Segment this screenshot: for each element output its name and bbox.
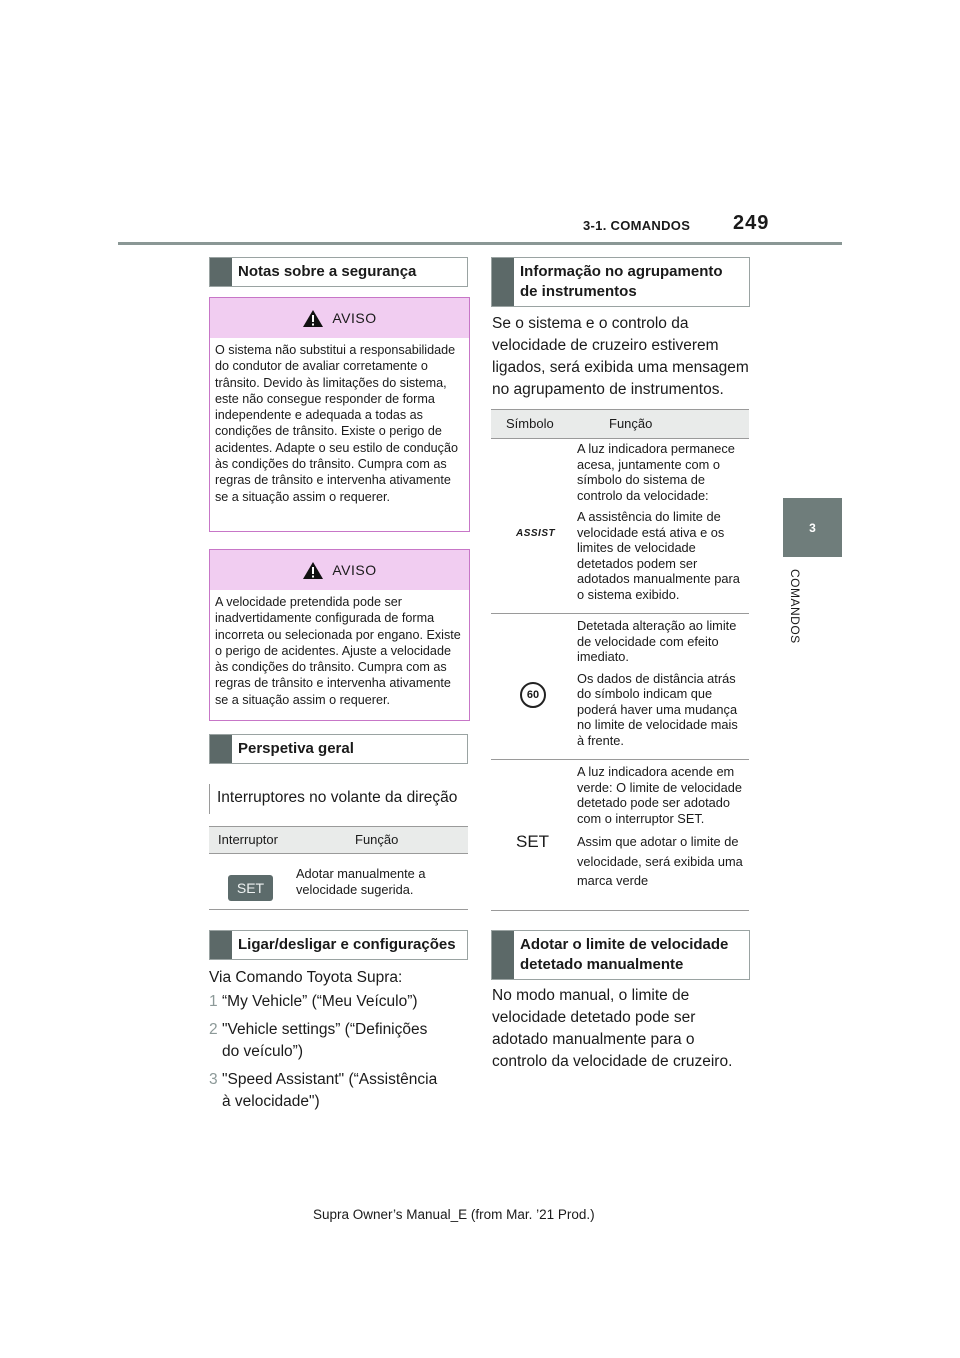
col-header-function: Função: [609, 416, 653, 431]
chapter-tab: [783, 498, 842, 557]
warning-box-2: [209, 549, 470, 721]
switch-function-text: Adotar manualmente a velocidade sugerida.: [296, 866, 426, 897]
adopt-limit-heading: Adotar o limite de velocidade detetado manualmente: [491, 930, 750, 980]
warning-box-1: [209, 297, 470, 532]
adopt-limit-text: No modo manual, o limite de velocidade detetado pode ser adotado manualmente para o controlo da velocidade de cruzeiro.: [492, 987, 733, 1070]
step-3: 3 "Speed Assistant" (“Assistência à velocidade"): [209, 1071, 438, 1110]
cluster-info-heading: Informação no agrupamento de instrumentos: [491, 257, 750, 307]
cluster-info-text: Se o sistema e o controlo da velocidade de cruzeiro estiverem ligados, será exibida uma mensagem no agrupamento de instrumentos.: [492, 315, 749, 398]
warning-text: O sistema não substitui a responsabilidade do condutor de avaliar corretamente o trânsito. Devido às limitações do sistema, este não consegue responder de forma independente e adequada a todas as condições de trânsito. Existe o perigo de acidentes. Adapte o seu estilo de condução às condições do trânsito. Cumpra com as regras de trânsito e intervenha ativamente se a situação assim o requerer.: [215, 343, 458, 504]
chapter-label: COMANDOS: [788, 569, 802, 644]
col-header-function: Função: [355, 832, 399, 847]
switches-caption: Interruptores no volante da direção: [217, 789, 458, 806]
header-divider: [118, 242, 842, 245]
settings-heading: Ligar/desligar e configurações: [209, 930, 468, 960]
step-2: 2 "Vehicle settings” (“Definições do veículo”): [209, 1021, 428, 1060]
warning-title: AVISO: [332, 562, 377, 578]
speed-limit-60-icon: 60: [520, 682, 546, 708]
section-heading: 3-1. COMANDOS: [583, 218, 691, 233]
table-divider: [491, 613, 749, 614]
assist-symbol-icon: ASSIST: [516, 528, 556, 539]
col-header-symbol: Símbolo: [506, 416, 554, 431]
warning-triangle-icon: [302, 309, 324, 328]
set-switch-button: SET: [228, 875, 273, 901]
table-divider: [491, 910, 749, 911]
caption-bar: [209, 784, 210, 814]
page-number: 249: [733, 212, 770, 234]
warning-title: AVISO: [332, 310, 377, 326]
symbol-row-1-text: A luz indicadora permanece acesa, juntamente com o símbolo do sistema de controlo da velocidade: A assistência do limite de velocidade está ativa e os limites de velocidade detetados podem ser adotados manualmente para o sistema exibido.: [577, 441, 740, 602]
intro-text: Via Comando Toyota Supra:: [209, 969, 403, 986]
warning-triangle-icon: [302, 561, 324, 580]
symbol-row-3-text: A luz indicadora acende em verde: O limite de velocidade detetado pode ser adotado com o interruptor SET. Assim que adotar o limite de velocidade, será exibida uma marca verde: [577, 764, 743, 888]
overview-heading: Perspetiva geral: [209, 734, 468, 764]
switch-table-header: [209, 826, 468, 854]
col-header-switch: Interruptor: [218, 832, 278, 847]
set-symbol-icon: SET: [516, 832, 550, 851]
safety-notes-heading: Notas sobre a segurança: [209, 257, 468, 287]
table-divider: [491, 759, 749, 760]
symbol-table-header: [491, 409, 749, 439]
symbol-row-2-text: Detetada alteração ao limite de velocidade com efeito imediato. Os dados de distância atrás do símbolo indicam que poderá haver uma mudança no limite de velocidade mais à frente.: [577, 618, 738, 748]
table-divider: [209, 909, 468, 910]
manual-footer: Supra Owner’s Manual_E (from Mar. ’21 Prod.): [313, 1207, 595, 1222]
warning-text: A velocidade pretendida pode ser inadvertidamente configurada de forma incorreta ou selecionada por engano. Existe o perigo de acidentes. Ajuste a velocidade às condições do trânsito. Cumpra com as regras de trânsito e intervenha ativamente se a situação assim o requerer.: [215, 595, 461, 707]
chapter-number: 3: [809, 520, 816, 535]
step-1: 1 “My Vehicle” (“Meu Veículo”): [209, 993, 418, 1010]
